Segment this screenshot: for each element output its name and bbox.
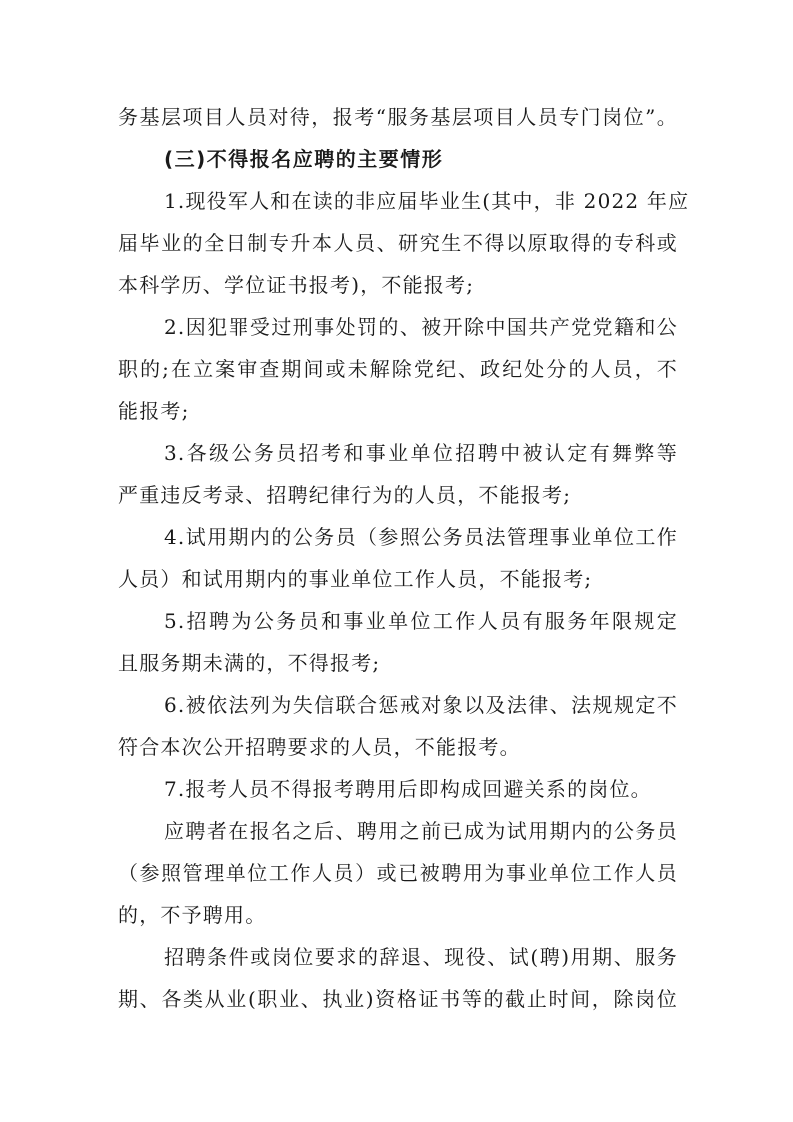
- text-line: 能报考;: [118, 399, 190, 423]
- text-line: 本科学历、学位证书报考)，不能报考;: [118, 273, 475, 297]
- text-line: 3.各级公务员招考和事业单位招聘中被认定有舞弊等: [164, 441, 678, 465]
- text-line: 且服务期未满的，不得报考;: [118, 651, 381, 675]
- text-line: 4.试用期内的公务员（参照公务员法管理事业单位工作: [164, 525, 678, 549]
- text-line: 人员）和试用期内的事业单位工作人员，不能报考;: [118, 567, 593, 591]
- text-line: 应聘者在报名之后、聘用之前已成为试用期内的公务员: [164, 819, 678, 843]
- text-line: 期、各类从业(职业、执业)资格证书等的截止时间，除岗位: [118, 987, 678, 1011]
- text-line: 招聘条件或岗位要求的辞退、现役、试(聘)用期、服务: [164, 945, 678, 969]
- text-line: （参照管理单位工作人员）或已被聘用为事业单位工作人员: [118, 861, 678, 885]
- text-line: 务基层项目人员对待，报考“服务基层项目人员专门岗位”。: [118, 105, 678, 129]
- text-line: 符合本次公开招聘要求的人员，不能报考。: [118, 735, 521, 759]
- text-line: 5.招聘为公务员和事业单位工作人员有服务年限规定: [164, 609, 678, 633]
- text-line: 职的;在立案审查期间或未解除党纪、政纪处分的人员，不: [118, 357, 678, 381]
- text-line: 1.现役军人和在读的非应届毕业生(其中，非 2022 年应: [164, 189, 690, 213]
- text-line: 7.报考人员不得报考聘用后即构成回避关系的岗位。: [164, 777, 652, 801]
- text-line: 严重违反考录、招聘纪律行为的人员，不能报考;: [118, 483, 572, 507]
- text-line: 届毕业的全日制专升本人员、研究生不得以原取得的专科或: [118, 231, 678, 255]
- text-line: 的，不予聘用。: [118, 903, 267, 927]
- text-line: 2.因犯罪受过刑事处罚的、被开除中国共产党党籍和公: [164, 315, 678, 339]
- text-line: 6.被依法列为失信联合惩戒对象以及法律、法规规定不: [164, 693, 678, 717]
- section-heading: (三)不得报名应聘的主要情形: [164, 147, 444, 171]
